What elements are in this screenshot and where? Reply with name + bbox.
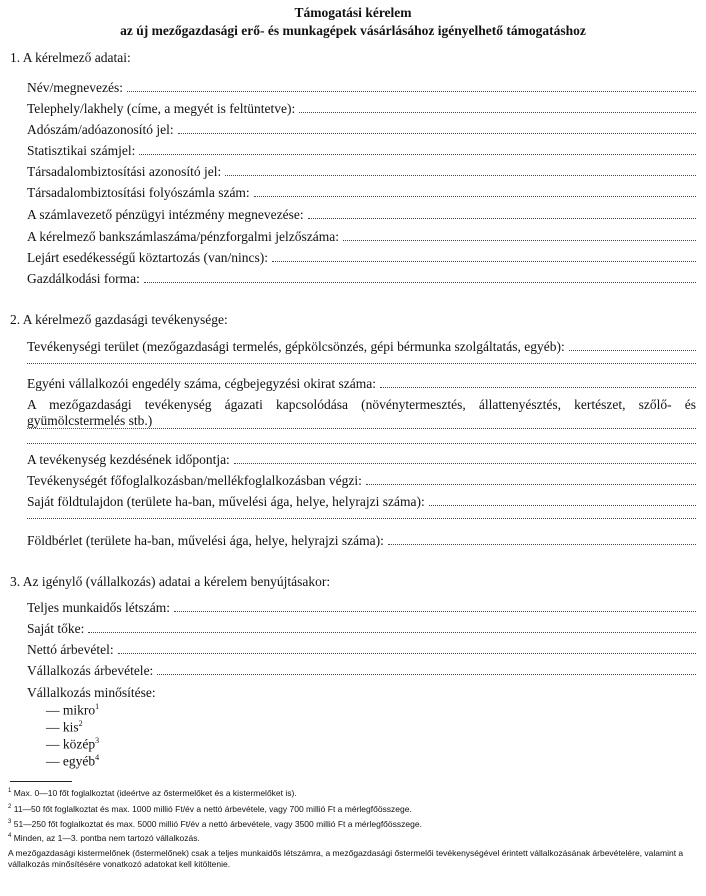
form-subtitle: az új mezőgazdasági erő- és munkagépek vásárlásához igényelhető támogatáshoz [120, 23, 586, 38]
field-license-number[interactable]: Egyéni vállalkozói engedély száma, cégbejegyzési okirat száma: [27, 376, 696, 392]
field-social-security-id[interactable]: Társadalombiztosítási azonosító jel: [27, 164, 696, 180]
fill-line[interactable] [27, 427, 696, 429]
field-headcount[interactable]: Teljes munkaidős létszám: [27, 600, 696, 616]
field-main-side-job[interactable]: Tevékenységét főfoglalkozásban/mellékfoglalkozásban végzi: [27, 473, 696, 489]
field-activity-area[interactable]: Tevékenységi terület (mezőgazdasági termelés, gépkölcsönzés, gépi bérmunka szolgáltatás, egyéb): [27, 339, 696, 355]
classification-label: Vállalkozás minősítése: [27, 685, 156, 700]
field-statistical-number[interactable]: Statisztikai számjel: [27, 143, 696, 159]
fill-line [569, 339, 696, 351]
fill-line [118, 642, 696, 654]
fill-line[interactable] [27, 517, 696, 519]
fill-line [127, 80, 696, 92]
fill-line [380, 376, 696, 388]
option-micro[interactable]: — mikro$^1$ [46, 702, 100, 718]
footnote-3: $^3$ 51—250 főt foglalkoztat és max. 5000 millió Ft/év a nettó árbevétele, vagy 3500 millió Ft a mérlegfőösszege. [8, 818, 422, 829]
field-equity[interactable]: Saját tőke: [27, 621, 696, 637]
fill-line [144, 271, 696, 283]
field-name[interactable]: Név/megnevezés: [27, 80, 696, 96]
section2-heading: 2. A kérelmező gazdasági tevékenysége: [10, 312, 228, 327]
field-business-form[interactable]: Gazdálkodási forma: [27, 271, 696, 287]
field-net-revenue[interactable]: Nettó árbevétel: [27, 642, 696, 658]
field-bank-name[interactable]: A számlavezető pénzügyi intézmény megnevezése: [27, 207, 696, 223]
field-land-lease[interactable]: Földbérlet (területe ha-ban, művelési ága, helye, helyrajzi száma): [27, 533, 696, 549]
footnote-divider [10, 781, 72, 782]
fill-line [272, 250, 696, 262]
field-sector-link: A mezőgazdasági tevékenység ágazati kapcsolódása (növénytermesztés, állattenyésztés, kertészet, szőlő- és gyümölcstermelés stb.) [27, 397, 696, 428]
option-medium[interactable]: — közép$^3$ [46, 736, 100, 752]
footnote-2: $^2$ 11—50 főt foglalkoztat és max. 1000 millió Ft/év a nettó árbevétele, vagy 700 millió Ft a mérlegfőösszege. [8, 803, 412, 814]
field-company-revenue[interactable]: Vállalkozás árbevétele: [27, 663, 696, 679]
field-address[interactable]: Telephely/lakhely (címe, a megyét is feltüntetve): [27, 101, 696, 117]
fill-line [429, 494, 696, 506]
fill-line [178, 122, 696, 134]
fill-line[interactable] [27, 362, 696, 364]
fill-line [308, 207, 696, 219]
field-own-land[interactable]: Saját földtulajdon (területe ha-ban, művelési ága, helye, helyrajzi száma): [27, 494, 696, 510]
fill-line [225, 164, 696, 176]
field-start-date[interactable]: A tevékenység kezdésének időpontja: [27, 452, 696, 468]
fill-line [88, 621, 696, 633]
fill-line[interactable] [27, 442, 696, 444]
form-title: Támogatási kérelem [294, 5, 412, 20]
footnote-1: $^1$ Max. 0—10 főt foglalkoztat (ideértve az őstermelőket és a kistermelőket is). [8, 787, 297, 798]
fill-line [174, 600, 696, 612]
fill-line [343, 229, 696, 241]
fill-line [299, 101, 696, 113]
field-bank-account[interactable]: A kérelmező bankszámlaszáma/pénzforgalmi jelzőszáma: [27, 229, 696, 245]
fill-line [388, 533, 696, 545]
fill-line [157, 663, 696, 675]
fill-line [366, 473, 696, 485]
field-social-security-account[interactable]: Társadalombiztosítási folyószámla szám: [27, 185, 696, 201]
fill-line [234, 452, 696, 464]
footnote-note: A mezőgazdasági kistermelőnek (őstermelőnek) csak a teljes munkaidős létszámra, a mezőgazdasági őstermelői tevékenységével érintett vállalkozásának árbevételére, valamint a vállalkozás minősítésére vonatkozó adatokat kell kitöltenie. [8, 848, 684, 869]
fill-line [139, 143, 696, 155]
option-other[interactable]: — egyéb$^4$ [46, 753, 100, 769]
section1-heading: 1. A kérelmező adatai: [10, 50, 131, 65]
field-public-debt[interactable]: Lejárt esedékességű köztartozás (van/nincs): [27, 250, 696, 266]
section3-heading: 3. Az igénylő (vállalkozás) adatai a kérelem benyújtásakor: [10, 574, 331, 589]
fill-line [254, 185, 696, 197]
option-small[interactable]: — kis$^2$ [46, 719, 83, 735]
footnote-4: $^4$ Minden, az 1—3. pontba nem tartozó vállalkozás. [8, 832, 200, 843]
field-tax-number[interactable]: Adószám/adóazonosító jel: [27, 122, 696, 138]
